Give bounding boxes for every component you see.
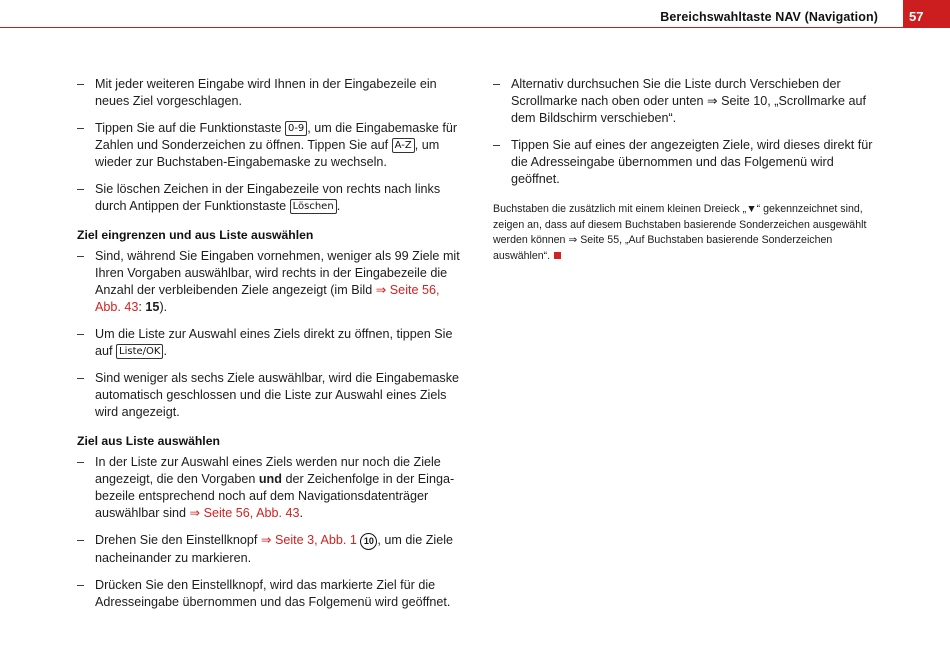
list-item: – Tippen Sie auf die Funktionstaste 0-9 , um die Eingabemaske für Zahlen und Sonderzeichen zu öffnen. Tippen Sie auf A-Z , um wieder zur Buchstaben-Eingabemaske zu wechseln. [77, 121, 458, 169]
dash: – [77, 249, 85, 263]
header-rule [0, 27, 950, 28]
delete-key: Löschen [290, 199, 337, 214]
list-item: – Sind, während Sie Eingaben vornehmen, weniger als 99 Ziele mit Ihren Vorgaben auswählbar, wird rechts in der Eingabezeile die Anzahl der verbleibenden Ziele angezeigt (im Bild ⇒ Seite 56, Abb. 43: 15). [77, 249, 460, 314]
letters-key: A-Z [392, 138, 415, 153]
page-reference-link[interactable]: ⇒ Seite 56, Abb. 43 [189, 506, 300, 520]
callout-number-icon: 10 [360, 533, 377, 550]
list-item: – Mit jeder weiteren Eingabe wird Ihnen in der Eingabezeile ein neues Ziel vorgeschlagen. [77, 77, 437, 108]
dash: – [77, 327, 85, 341]
end-of-section-icon [554, 252, 561, 259]
section-heading: Ziel eingrenzen und aus Liste auswählen [77, 228, 314, 242]
numbers-key-icon: 0-9 [285, 121, 307, 136]
page-number: 57 [903, 0, 950, 28]
dash: – [493, 77, 501, 91]
list-item: – In der Liste zur Auswahl eines Ziels werden nur noch die Ziele angezeigt, die den Vorgaben und der Zeichenfolge in der Eingabezeile entsprechend noch auf dem Navigationsdatenträger auswählbar sind ⇒ Seite 56, Abb. 43. [77, 455, 455, 520]
dash: – [77, 371, 85, 385]
dash: – [77, 121, 85, 135]
right-column [493, 76, 881, 264]
list-item: – Tippen Sie auf eines der angezeigten Ziele, wird dieses direkt für die Adresseingabe übernommen und das Folgemenü wird geöffnet. [493, 138, 873, 186]
list-item: – Um die Liste zur Auswahl eines Ziels direkt zu öffnen, tippen Sie auf Liste/OK . [77, 327, 453, 358]
page-reference-link[interactable]: ⇒ Seite 3, Abb. 1 [260, 533, 357, 547]
note-text: Buchstaben die zusätzlich mit einem kleinen Dreieck „▼“ gekennzeichnet sind, zeigen an, dass auf diesem Buchstaben basierende Sonderzeichen ausgewählt werden können ⇒ Seite 55, „Auf Buchstaben basierende Sonderzeichen auswählen“. [493, 203, 867, 262]
page-header-title: Bereichswahltaste NAV (Navigation) [660, 10, 878, 24]
page-reference-link[interactable]: ⇒ Seite 56, Abb. 43 [95, 283, 440, 314]
section-heading: Ziel aus Liste auswählen [77, 434, 220, 448]
list-item: – Sie löschen Zeichen in der Eingabezeile von rechts nach links durch Antippen der Funktionstaste Löschen . [77, 182, 441, 213]
dash: – [77, 455, 85, 469]
list-item: – Drücken Sie den Einstellknopf, wird das markierte Ziel für die Adresseingabe übernommen und das Folgemenü wird geöffnet. [77, 578, 451, 609]
dash: – [77, 578, 85, 592]
page-reference: ⇒ Seite 10, „Scrollmarke auf dem Bildschirm verschieben“. [511, 94, 866, 125]
dash: – [77, 533, 85, 547]
left-column [77, 76, 462, 621]
dash: – [77, 77, 85, 91]
list-item: – Alternativ durchsuchen Sie die Liste durch Verschieben der Scrollmarke nach oben oder unten ⇒ Seite 10, „Scrollmarke auf dem Bildschirm verschieben“. [493, 77, 866, 125]
list-item: – Sind weniger als sechs Ziele auswählbar, wird die Eingabemaske automatisch geschlossen und die Liste zur Auswahl eines Ziels wird angezeigt. [77, 371, 460, 419]
dash: – [77, 182, 85, 196]
dash: – [493, 138, 501, 152]
list-ok-key: Liste/OK [116, 344, 163, 359]
list-item: – Drehen Sie den Einstellknopf ⇒ Seite 3, Abb. 1 10 , um die Ziele nacheinander zu markieren. [77, 533, 453, 565]
